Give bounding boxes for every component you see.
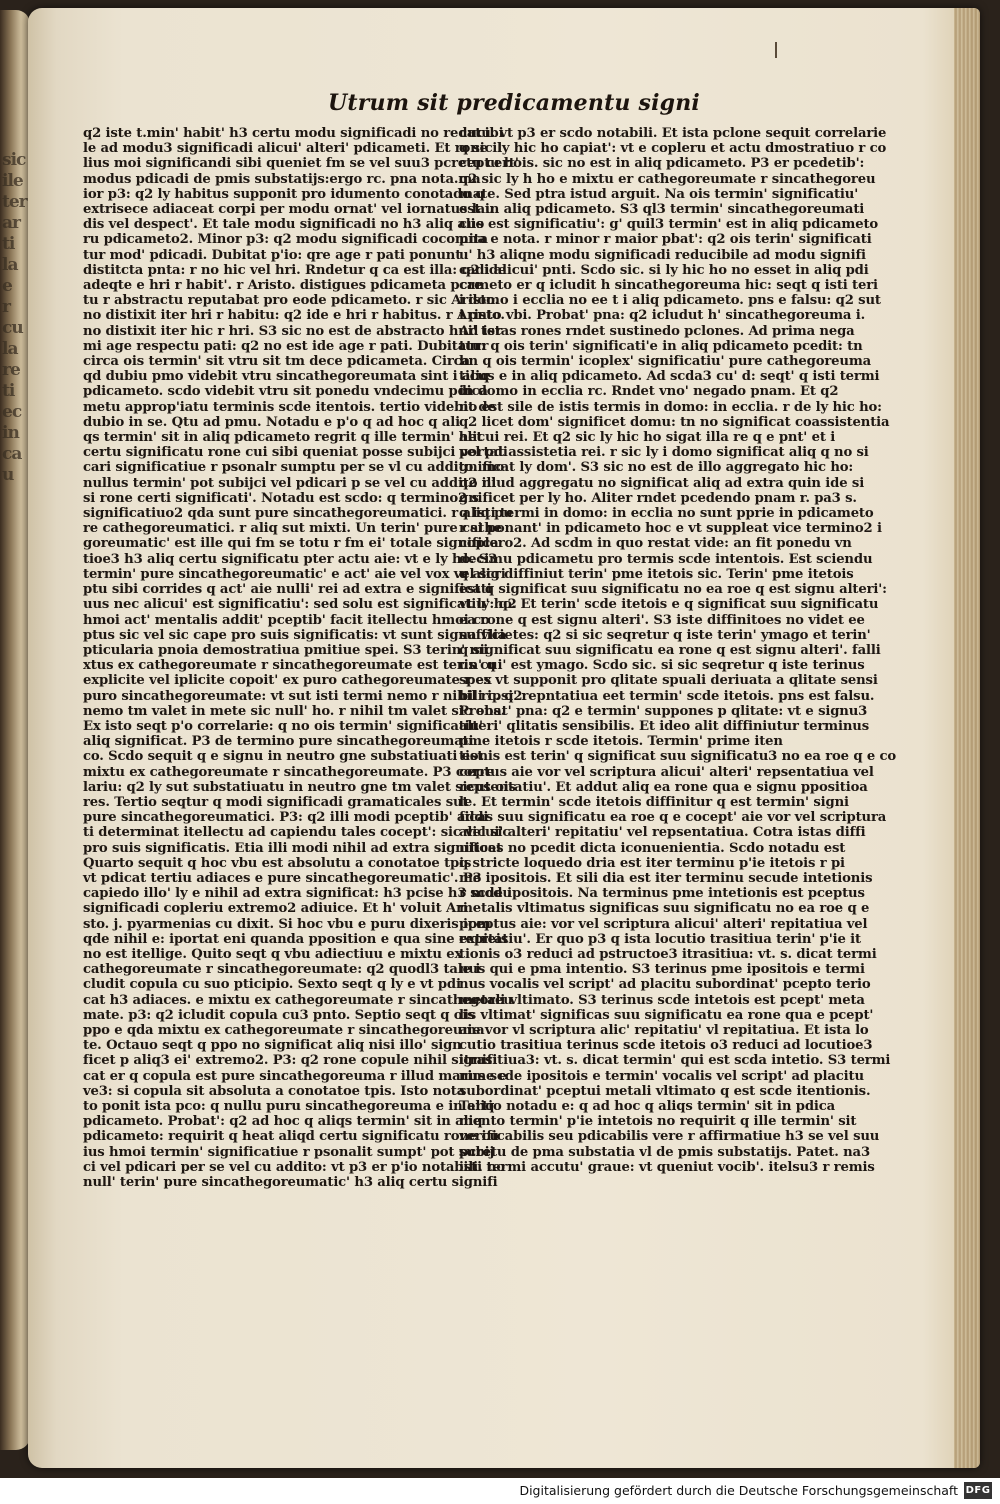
previous-page-text-fragments	[2, 150, 27, 486]
text-line: spes vt supponit pro qlitate spuali deriuata a qlitate sensi	[459, 673, 878, 689]
text-line: nus scde ipositois e termin' vocalis vel script' ad placitu	[459, 1068, 864, 1084]
text-line: metu approp'iatu terminis scde itentois. tertio videbit de	[83, 399, 496, 415]
text-line: xtus ex cathegoreumate r sincathegoreumate est terin' q	[83, 658, 496, 674]
text-line: q sic ly hic ho capiat': vt e copleru et actu dmostratiuo r co	[459, 141, 887, 157]
previous-page-fragment: la	[2, 339, 18, 359]
text-line: puro sincathegoreumate: vt sut isti termi nemo r nihil rc. q2	[83, 688, 523, 704]
text-line: sto. j. pyarmenias cu dixit. Si hoc vbu e puru dixeris ipm	[83, 916, 491, 932]
running-head: Utrum sit predicamentu signi	[328, 90, 700, 116]
text-line: sufficietes: q2 si sic seqretur q iste terin' ymago et terin'	[459, 627, 871, 643]
text-line: i domo i ecclia no ee t i aliq pdicameto. pns e falsu: q2 sut	[459, 293, 881, 309]
text-line: significatiuo2 qda sunt pure sincathegoreumatici. r aliq pu	[83, 506, 513, 522]
text-line: res. Tertio seqtur q modi significadi gramaticales sut	[83, 794, 469, 810]
text-line: Ad istas rones rndet sustinedo pclones. Ad prima nega	[459, 323, 855, 339]
previous-page-fragment: ti	[2, 381, 15, 401]
text-line: mate. Sed ptra istud arguit. Na ois termin' significatiu'	[459, 186, 859, 202]
text-line: Probat' pna: q2 e termin' suppones p qlitate: vt e signu3	[459, 703, 868, 719]
text-line: q2 licet dom' significet domu: tn no significat coassistentia	[459, 414, 890, 430]
text-column-left	[83, 126, 523, 1278]
text-line: u' h3 aliqne modu significadi reducibile ad modu signifi	[459, 247, 866, 263]
text-line: lius moi significandi sibi queniet fm se vel suu3 pcretu cert'	[83, 156, 519, 172]
text-line: repitatiu'. Er quo p3 q ista locutio trasitiua terin' p'ie it	[459, 931, 861, 947]
book-page	[28, 8, 980, 1468]
text-line: bili ipsi' repntatiua eet termin' scde itetois. pns est falsu.	[459, 688, 875, 704]
text-line: si rone certi significati'. Notadu est scdo: q termino2 s	[83, 490, 479, 506]
text-line: ticus e in aliq pdicameto. Ad scda3 cu' d: seqt' q isti termi	[459, 369, 880, 385]
text-line: nemo tm valet in mete sic null' ho. r nihil tm valet sic ens.	[83, 703, 506, 719]
text-line: hn q ois termin' icoplex' significatiu' pure cathegoreuma	[459, 354, 872, 370]
text-line: metali vltimato. S3 terinus scde intetois est pcept' meta	[459, 992, 865, 1008]
text-line: significadi copleriu extremo2 adiuice. Et h' voluit Ari	[83, 901, 468, 917]
text-line: to ponit ista pco: q nullu puru sincathegoreuma e in aliq	[83, 1099, 495, 1114]
text-line: ceptu bois. sic no est in aliq pdicameto. P3 er pcedetib':	[459, 156, 865, 172]
text-line: subordinat' pceptui metali vltimato q est scde itentionis.	[459, 1083, 871, 1099]
text-line: ppo e qda mixtu ex cathegoreumate r sincathegoreuma	[83, 1022, 485, 1038]
text-line: cludit copula cu suo pticipio. Sexto seqt q ly e vt pdi	[83, 977, 461, 993]
text-line: cathegoreumate r sincathegoreumate: q2 quodl3 tale i	[83, 962, 481, 978]
text-line: ficet p aliq3 ei' extremo2. P3: q2 rone copule nihil signifi	[83, 1053, 498, 1069]
text-line: r scde ipositois. Na terminus pme intetionis est pceptus	[459, 886, 865, 902]
text-line: Ex isto seqt p'o correlarie: q no ois termin' significatiu'	[83, 718, 483, 734]
text-line: circa ois termin' sit vtru sit tm dece pdicameta. Circa	[83, 354, 470, 370]
page-corner-mark	[775, 42, 777, 58]
text-line: pna e nota. r minor r maior pbat': q2 ois terin' significati	[459, 232, 872, 248]
text-line: hmoi act' mentalis addit' pceptib' facit itellectu hmoi co	[83, 612, 490, 628]
text-line: no est sile de istis termis in domo: in ecclia. r de ly hic ho:	[459, 399, 882, 415]
text-line: nus qui e pma intentio. S3 terinus pme ipositois e termi	[459, 962, 865, 978]
text-line: q2 illud aggregatu no significat aliq ad extra quin ide si	[459, 475, 865, 491]
text-line: q2 iste t.min' habit' h3 certu modu significadi no reducibi	[83, 126, 504, 141]
previous-page-fragment: ca	[2, 444, 22, 464]
text-line: ve3: si copula sit absoluta a conotatoe tpis. Isto nota	[83, 1083, 466, 1099]
previous-page-fragment: sic	[2, 150, 26, 170]
text-line: lariu: q2 ly sut substatiuatu in neutro gne tm valet sicut ois	[83, 779, 516, 795]
page-fore-edge	[954, 8, 980, 1468]
text-line: q alig diffiniut terin' pme itetois sic. Terin' pme itetois	[459, 566, 854, 582]
text-line: gnificet per ly ho. Aliter rndet pcedendo pnam r. pa3 s.	[459, 490, 857, 506]
text-line: mento termin' p'ie intetois no requirit q ille termin' sit	[459, 1114, 857, 1130]
text-line: q significat suu significatu ea rone q est signu alteri'. falli	[459, 642, 881, 658]
text-line: est q significat suu significatu no ea roe q est signu alteri':	[459, 582, 887, 598]
text-line: adeqte e hri r habit'. r Aristo. distigues pdicameta pcre	[83, 278, 483, 294]
text-line: us cui' est ymago. Scdo sic. si sic seqretur q iste terinus	[459, 658, 865, 674]
text-line: dubio in se. Qtu ad pmu. Notadu e p'o q ad hoc q ali	[83, 414, 460, 430]
text-line: Quarto sequit q hoc vbu est absolutu a conotatoe tpis	[83, 855, 472, 871]
previous-page-fragment: ti	[2, 234, 15, 254]
text-line: goreumatic' est ille qui fm se totu r fm ei' totale significa	[83, 536, 499, 552]
text-line: cadi alicui' pnti. Scdo sic. si ly hic ho no esset in aliq pdi	[459, 262, 869, 278]
text-line: decimu pdicametu pro termis scde intentois. Est sciendu	[459, 551, 873, 567]
text-line: tur: q ois terin' significati'e in aliq pdicameto pcedit: tn	[459, 338, 863, 354]
text-line: le. Et termin' scde itetois diffinitur q est termin' signi	[459, 794, 849, 810]
text-line: pro suis significatis. Etia illi modi nihil ad extra significat	[83, 840, 503, 856]
text-line: vt pdicat tertiu adiaces e pure sincathegoreumatic'. P3	[83, 870, 482, 886]
text-line: nullus termin' pot subijci vel pdicari p se vel cu addito ni	[83, 475, 497, 491]
text-line: ius hmoi termin' significatiue r psonalit sumpt' pot subij	[83, 1144, 495, 1160]
text-line: aie vor vl scriptura alic' repitatiu' vl repitatiua. Et ista lo	[459, 1022, 869, 1038]
previous-page-fragment: la	[2, 255, 18, 275]
text-line: ior p3: q2 ly habitus supponit pro idumento conotado q	[83, 186, 485, 202]
text-line: ti determinat itellectu ad capiendu tales cocept': sic vel sic	[83, 825, 511, 841]
text-line: ru pdicameto2. Minor p3: q2 modu significadi cocomita	[83, 232, 488, 248]
text-line: pdicameto. Probat': q2 ad hoc q aliqs termin' sit in aliq	[83, 1114, 483, 1130]
text-line: nitoes no pcedit dicta iconuenientia. Scdo notadu est	[459, 840, 846, 856]
text-line: cari significatiue r psonalr sumptu per se vl cu addito. mo	[83, 460, 505, 476]
text-line: dis vel despect'. Et tale modu significadi no h3 aliq alio	[83, 217, 485, 233]
text-line: cat er q copula est pure sincathegoreuma r illud marime e	[83, 1068, 507, 1084]
text-line: no distixit iter hri r habitu: q2 ide e hri r habitus. r Aristo.	[83, 308, 505, 324]
text-line: tionis est terin' q significat suu significatu3 no ea roe q e co	[459, 749, 897, 765]
text-line: te. Octauo seqt q ppo no significat aliq nisi illo' sign	[83, 1038, 462, 1054]
text-line: ptus sic vel sic cape pro suis significatis: vt sunt signa vlia	[83, 627, 507, 643]
text-line: mixtu ex cathegoreumate r sincathegoreumate. P3 corre	[83, 764, 495, 780]
previous-page-fragment: ter	[2, 192, 27, 212]
previous-page-fragment: ar	[2, 213, 20, 233]
text-line: me ipositois. Et sili dia est iter terminu secude intetionis	[459, 870, 873, 886]
text-line: qde nihil e: iportat eni quanda pposition e qua sine extreis	[83, 931, 509, 947]
text-line: termin' pure sincathegoreumatic' e act' aie vel vox vel scri	[83, 566, 506, 582]
text-line: alicui rei. Et q2 sic ly hic ho sigat illa re q e pnt' et i	[459, 430, 836, 446]
text-line: tionis o3 reduci ad pstructoe3 itrasitiua: vt. s. dicat termi	[459, 946, 877, 962]
text-line: pcretu de pma substatia vl de pmis substatijs. Patet. na3	[459, 1144, 870, 1160]
previous-page-fragment: ile	[2, 171, 23, 191]
text-line: lis vltimat' significas suu significatu ea rone qua e pcept'	[459, 1007, 874, 1023]
text-line: no est itellige. Quito seqt q vbu adiectiuu e mixtu ex	[83, 946, 463, 962]
previous-page-fragment: ec	[2, 402, 22, 422]
text-line: tu r abstractu reputabat pro eode pdicameto. r sic Aristo.	[83, 293, 500, 309]
dfg-logo: DFG	[964, 1482, 992, 1499]
text-line: explicite vel iplicite copoit' ex puro cathegoreumate r ex	[83, 673, 492, 689]
text-line: ceptus aie vor vel scriptura alicui' alteri' repsentatiua vel	[459, 764, 874, 780]
text-line: alteri' qlitatis sensibilis. Et ideo alit diffiniutur terminus	[459, 718, 869, 734]
text-line: cutio trasitiua terinus scde itetois o3 reduci ad locutioe3	[459, 1038, 873, 1054]
text-line: q stricte loquedo dria est iter terminu p'ie itetois r pi	[459, 855, 845, 871]
text-line: isti termi accutu' graue: vt queniut vocib'. itelsu3 r remis	[459, 1159, 875, 1175]
text-line: nus vocalis vel script' ad placitu subordinat' pcepto terio	[459, 977, 871, 993]
text-line: pceptus aie: vor vel scriptura alicui' alteri' repitatiua vel	[459, 916, 868, 932]
text-line: i pnto vbi. Probat' pna: q2 icludut h' sincathegoreuma i.	[459, 308, 866, 324]
text-line: tioe3 h3 aliq certu significatu pter actu aie: vt e ly ho. S3	[83, 551, 498, 567]
text-line: re cathegoreumatici. r aliq sut mixti. Un terin' pure cathe	[83, 521, 502, 537]
text-line: pdicameto: requirit q heat aliqd certu significatu rone cu	[83, 1129, 499, 1145]
text-line: extrisece adiaceat corpi per modu ornat' vel iornatus lau	[83, 202, 495, 218]
text-line: pme itetois r scde itetois. Termin' prime iten	[459, 734, 783, 750]
text-line: aliq significat. P3 de termino pure sincathegoreumati	[83, 734, 474, 750]
previous-page-fragment: r	[2, 297, 10, 317]
text-line: verificabilis seu pdicabilis vere r affirmatiue h3 se vel suu	[459, 1129, 880, 1145]
text-line: null' terin' pure sincathegoreumatic' h3 aliq certu signifi	[83, 1175, 498, 1191]
text-line: modus pdicadi de pmis substatijs:ergo rc. pna nota.ma	[83, 171, 481, 187]
text-line: pure sincathegoreumatici. P3: q2 illi modi pceptib' addi	[83, 810, 489, 826]
text-line: distitcta pnta: r no hic vel hri. Rndetur q ca est illa: q2 ide	[83, 262, 507, 278]
text-line: portat assistetia rei. r sic ly i domo significat aliq q no si	[459, 445, 869, 461]
text-line: q isti termi in domo: in ecclia no sunt pprie in pdicameto	[459, 506, 874, 522]
text-line: cat h3 adiaces. e mixtu ex cathegoreumate r sincathegoreu	[83, 992, 513, 1008]
previous-page-fragment: cu	[2, 318, 23, 338]
digitization-footer	[0, 1478, 1000, 1504]
text-line: metalis vltimatus significas suu significatu no ea roe q e	[459, 901, 870, 917]
text-line: qs termin' sit in aliq pdicameto regrit q ille termin' het	[83, 430, 483, 446]
previous-page-fragment: u	[2, 465, 14, 485]
text-line: tur mod' pdicadi. Dubitat p'io: qre age r pati ponunt	[83, 247, 462, 263]
text-line: cameto er q icludit h sincathegoreuma hic: seqt q isti teri	[459, 278, 878, 294]
text-line: uus nec alicui' est significatiu': sed solu est significatiu': q2	[83, 597, 517, 613]
text-line: ptu sibi corrides q act' aie nulli' rei ad extra e significati	[83, 582, 492, 598]
text-line: ci vel pdicari per se vel cu addito: vt p3 er p'io notabili. no	[83, 1159, 505, 1175]
text-line: pdicameto. scdo videbit vtru sit ponedu vndecimu pdica	[83, 384, 488, 400]
text-line: capiedo illo' ly e nihil ad extra significat: h3 pcise h3 modu	[83, 886, 512, 902]
text-line: catu. vt p3 er scdo notabili. Et ista pclone sequit correlarie	[459, 126, 887, 141]
text-line: le ad modu3 significadi alicui' alteri' pdicameti. Et rone il	[83, 141, 503, 157]
text-line: vt ly ho. Et terin' scde itetois e q significat suu significatu	[459, 597, 879, 613]
text-line: ficas suu significatu ea roe q e cocept' aie vor vel scriptura	[459, 810, 887, 826]
text-line: cus est significatiu': g' quil3 termin' est in aliq pdicameto	[459, 217, 879, 233]
text-line: alicui' alteri' repitatiu' vel repsentatiua. Cotra istas diffi	[459, 825, 866, 841]
text-line: coplero2. Ad scdm in quo restat vide: an fit ponedu vn	[459, 536, 852, 552]
text-line: itrasitiua3: vt. s. dicat termin' qui est scda intetio. S3 termi	[459, 1053, 891, 1069]
previous-page-fragment: e	[2, 276, 12, 296]
text-line: Tertio notadu e: q ad hoc q aliqs termin' sit in pdica	[459, 1099, 836, 1114]
previous-page-fragment: re	[2, 360, 20, 380]
text-line: repsentatiu'. Et addut aliq ea rone qua e signu ppositioa	[459, 779, 868, 795]
previous-page-fragment: in	[2, 423, 19, 443]
text-line: q2 sic ly h ho e mixtu er cathegoreumate r sincathegoreu	[459, 171, 876, 187]
text-line: co. Scdo sequit q e signu in neutro gne substatiuati est	[83, 749, 484, 765]
footer-credit: Digitalisierung gefördert durch die Deutsche Forschungsgemeinschaft	[519, 1483, 958, 1498]
text-column-right	[459, 126, 897, 1236]
text-line: ea rone q est signu alteri'. S3 iste diffinitoes no videt ee	[459, 612, 865, 628]
text-line: no distixit iter hic r hri. S3 sic no est de abstracto hui' ter	[83, 323, 502, 339]
text-line: gnificat ly dom'. S3 sic no est de illo aggregato hic ho:	[459, 460, 854, 476]
text-line: pticularia pnoia demostratiua pmitiue spei. S3 terin' mi	[83, 642, 489, 658]
text-line: in domo in ecclia rc. Rndet vno' negado pnam. Et q2	[459, 384, 839, 400]
text-line: r si ponant' in pdicameto hoc e vt suppleat vice termino2 i	[459, 521, 882, 537]
text-line: mate. p3: q2 icludit copula cu3 pnto. Septio seqt q ois	[83, 1007, 475, 1023]
text-line: certu significatu rone cui sibi queniat posse subijci vel pdi	[83, 445, 508, 461]
text-line: qd dubiu pmo videbit vtru sincathegoreumata sint i aliq	[83, 369, 490, 385]
previous-page-edge	[0, 10, 30, 1450]
text-line: mi age respectu pati: q2 no est ide age r pati. Dubitatur	[83, 338, 489, 354]
text-line: est in aliq pdicameto. S3 ql3 termin' sincathegoreumati	[459, 202, 865, 218]
